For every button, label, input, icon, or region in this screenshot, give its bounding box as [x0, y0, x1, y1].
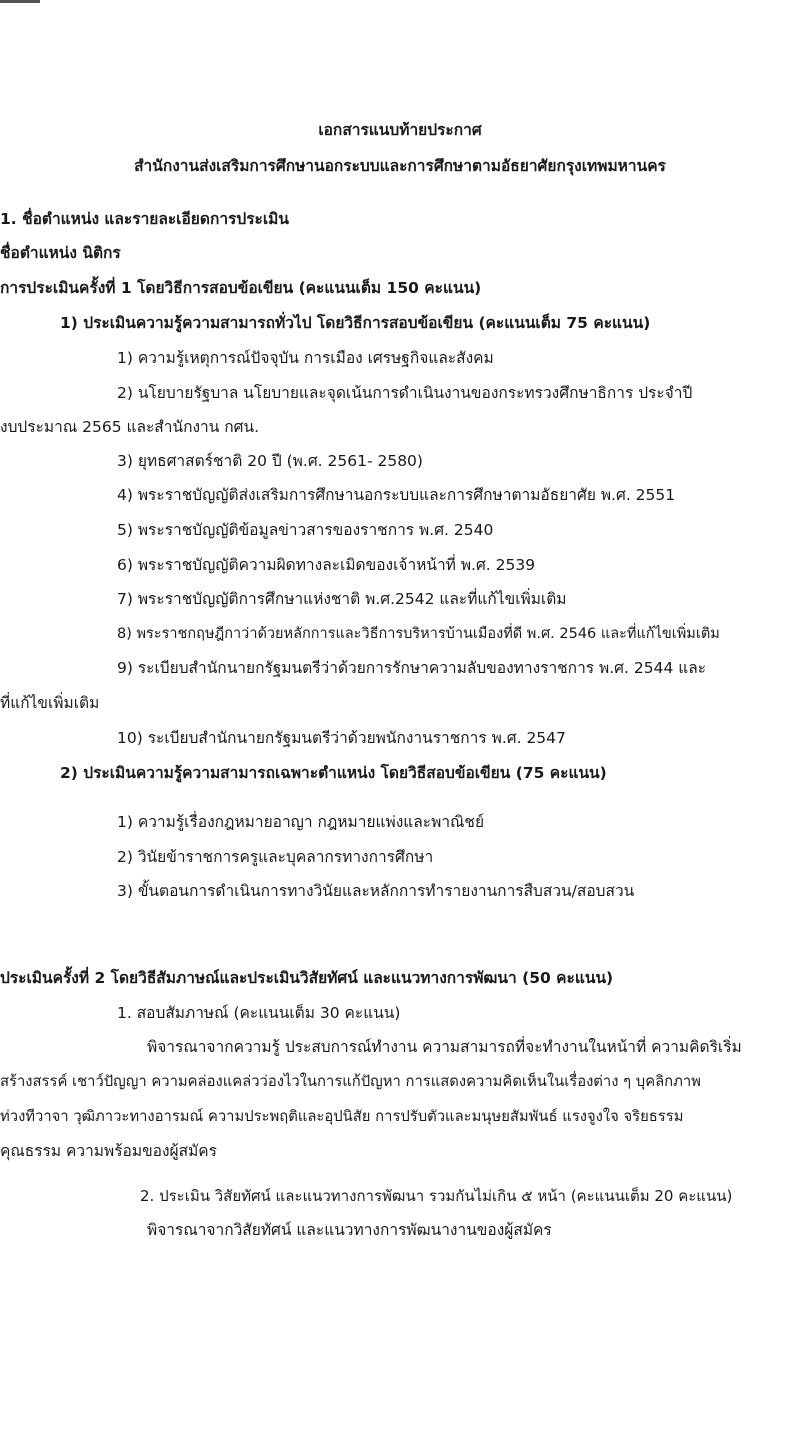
- list-item: 8) พระราชกฤษฎีกาว่าด้วยหลักการและวิธีการบริหารบ้านเมืองที่ดี พ.ศ. 2546 และที่แก้ไขเพิ่มเติม: [117, 626, 720, 642]
- list-item: 3) ขั้นตอนการดำเนินการทางวินัยและหลักการทำรายงานการสืบสวน/สอบสวน: [117, 882, 635, 900]
- list-item: 4) พระราชบัญญัติส่งเสริมการศึกษานอกระบบและการศึกษาตามอัธยาศัย พ.ศ. 2551: [117, 486, 676, 504]
- list-item: 5) พระราชบัญญัติข้อมูลข่าวสารของราชการ พ.ศ. 2540: [117, 521, 494, 539]
- list-item-continuation: งบประมาณ 2565 และสำนักงาน กศน.: [0, 418, 259, 436]
- part2-heading: 2) ประเมินความรู้ความสามารถเฉพาะตำแหน่ง โดยวิธีสอบข้อเขียน (75 คะแนน): [60, 764, 607, 782]
- vision-heading: 2. ประเมิน วิสัยทัศน์ และแนวทางการพัฒนา รวมกันไม่เกิน ๕ หน้า (คะแนนเต็ม 20 คะแนน): [140, 1187, 733, 1205]
- position-name: ชื่อตำแหน่ง นิติกร: [0, 244, 121, 262]
- list-item: 1) ความรู้เรื่องกฎหมายอาญา กฎหมายแพ่งและพาณิชย์: [117, 813, 485, 831]
- exam1-heading: การประเมินครั้งที่ 1 โดยวิธีการสอบข้อเขียน (คะแนนเต็ม 150 คะแนน): [0, 279, 482, 297]
- paragraph-line: พิจารณาจากความรู้ ประสบการณ์ทำงาน ความสามารถที่จะทำงานในหน้าที่ ความคิดริเริ่ม: [147, 1038, 742, 1056]
- list-item: 10) ระเบียบสำนักนายกรัฐมนตรีว่าด้วยพนักงานราชการ พ.ศ. 2547: [117, 729, 566, 747]
- part1-heading: 1) ประเมินความรู้ความสามารถทั่วไป โดยวิธีการสอบข้อเขียน (คะแนนเต็ม 75 คะแนน): [60, 314, 651, 332]
- list-item: 6) พระราชบัญญัติความผิดทางละเมิดของเจ้าหน้าที่ พ.ศ. 2539: [117, 556, 536, 574]
- list-item: 7) พระราชบัญญัติการศึกษาแห่งชาติ พ.ศ.2542 และที่แก้ไขเพิ่มเติม: [117, 590, 567, 608]
- scan-artifact: [0, 0, 40, 3]
- list-item: 1) ความรู้เหตุการณ์ปัจจุบัน การเมือง เศรษฐกิจและสังคม: [117, 349, 494, 367]
- list-item: 3) ยุทธศาสตร์ชาติ 20 ปี (พ.ศ. 2561- 2580): [117, 452, 423, 470]
- list-item: 2) นโยบายรัฐบาล นโยบายและจุดเน้นการดำเนินงานของกระทรวงศึกษาธิการ ประจำปี: [117, 384, 693, 402]
- list-item: 9) ระเบียบสำนักนายกรัฐมนตรีว่าด้วยการรักษาความลับของทางราชการ พ.ศ. 2544 และ: [117, 659, 707, 677]
- vision-description: พิจารณาจากวิสัยทัศน์ และแนวทางการพัฒนางานของผู้สมัคร: [147, 1221, 552, 1239]
- paragraph-line: คุณธรรม ความพร้อมของผู้สมัคร: [0, 1142, 217, 1160]
- exam2-heading: ประเมินครั้งที่ 2 โดยวิธีสัมภาษณ์และประเมินวิสัยทัศน์ และแนวทางการพัฒนา (50 คะแนน): [0, 969, 614, 987]
- list-item: 2) วินัยข้าราชการครูและบุคลากรทางการศึกษา: [117, 848, 434, 866]
- paragraph-line: ท่วงทีวาจา วุฒิภาวะทางอารมณ์ ความประพฤติและอุปนิสัย การปรับตัวและมนุษยสัมพันธ์ แรงจูงใจ จริยธรรม: [0, 1108, 684, 1125]
- interview-heading: 1. สอบสัมภาษณ์ (คะแนนเต็ม 30 คะแนน): [117, 1004, 401, 1022]
- paragraph-line: สร้างสรรค์ เชาว์ปัญญา ความคล่องแคล่วว่องไวในการแก้ปัญหา การแสดงความคิดเห็นในเรื่องต่าง ๆ บุคลิกภาพ: [0, 1073, 701, 1090]
- section-heading: 1. ชื่อตำแหน่ง และรายละเอียดการประเมิน: [0, 210, 289, 228]
- document-subtitle: สำนักงานส่งเสริมการศึกษานอกระบบและการศึกษาตามอัธยาศัยกรุงเทพมหานคร: [134, 157, 666, 175]
- list-item-continuation: ที่แก้ไขเพิ่มเติม: [0, 694, 100, 712]
- document-title: เอกสารแนบท้ายประกาศ: [318, 121, 482, 139]
